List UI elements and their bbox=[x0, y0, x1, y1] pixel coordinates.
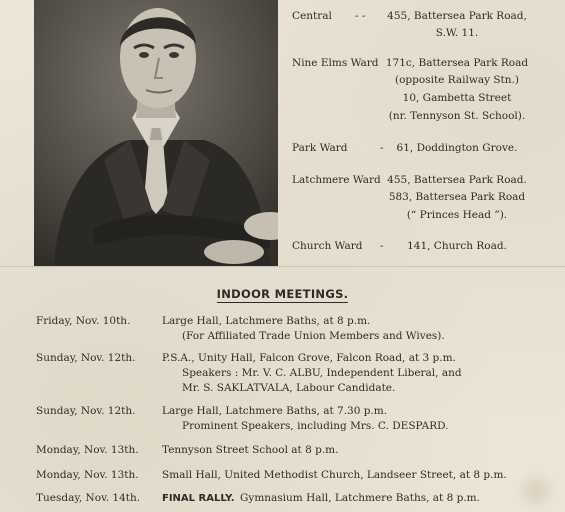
meeting-venue: Large Hall, Latchmere Baths, at 7.30 p.m. bbox=[162, 405, 388, 417]
meeting-venue: Large Hall, Latchmere Baths, at 8 p.m. bbox=[162, 315, 371, 327]
ward-address: 455, Battersea Park Road. bbox=[387, 174, 527, 186]
ward-address: S.W. 11. bbox=[435, 27, 479, 39]
ward-name: Church Ward bbox=[292, 240, 363, 252]
ward-address: 583, Battersea Park Road bbox=[388, 191, 526, 203]
meeting-speakers: Speakers : Mr. V. C. ALBU, Independent Liberal, and bbox=[182, 367, 462, 379]
ward-address: (“ Princes Head ”). bbox=[406, 209, 508, 221]
ward-address: 171c, Battersea Park Road bbox=[385, 57, 529, 69]
ward-address: 61, Doddington Grove. bbox=[396, 142, 518, 154]
ward-dash: - - bbox=[355, 10, 366, 22]
indoor-meetings-heading: INDOOR MEETINGS. bbox=[216, 287, 349, 301]
final-rally-label: FINAL RALLY. bbox=[162, 493, 235, 504]
meeting-venue: Tennyson Street School at 8 p.m. bbox=[162, 444, 339, 456]
ward-address: 455, Battersea Park Road, bbox=[387, 10, 527, 22]
meeting-date: Monday, Nov. 13th. bbox=[36, 469, 139, 481]
ward-name: Latchmere Ward bbox=[292, 174, 381, 186]
ward-name: Nine Elms Ward bbox=[292, 57, 379, 69]
ward-dash: - bbox=[380, 142, 384, 154]
ward-address: 10, Gambetta Street bbox=[402, 92, 512, 104]
ward-dash: - bbox=[380, 240, 384, 252]
paper-stain bbox=[516, 470, 556, 512]
meeting-venue: Gymnasium Hall, Latchmere Baths, at 8 p.m. bbox=[240, 492, 480, 504]
meeting-date: Tuesday, Nov. 14th. bbox=[36, 492, 141, 504]
ward-name: Park Ward bbox=[292, 142, 348, 154]
fold-crease bbox=[0, 266, 565, 268]
meeting-venue: Small Hall, United Methodist Church, Landseer Street, at 8 p.m. bbox=[162, 469, 507, 481]
meeting-note: (For Affiliated Trade Union Members and Wives). bbox=[182, 330, 445, 342]
portrait-illustration bbox=[34, 0, 278, 266]
ward-address: 141, Church Road. bbox=[407, 240, 507, 252]
ward-address: (nr. Tennyson St. School). bbox=[388, 110, 526, 122]
ward-name: Central bbox=[292, 10, 332, 22]
meeting-date: Monday, Nov. 13th. bbox=[36, 444, 139, 456]
ward-address: (opposite Railway Stn.) bbox=[395, 74, 519, 86]
meeting-venue: P.S.A., Unity Hall, Falcon Grove, Falcon Road, at 3 p.m. bbox=[162, 352, 456, 364]
meeting-date: Sunday, Nov. 12th. bbox=[36, 405, 136, 417]
portrait-photo bbox=[34, 0, 278, 266]
meeting-date: Sunday, Nov. 12th. bbox=[36, 352, 136, 364]
meeting-speakers: Mr. S. SAKLATVALA, Labour Candidate. bbox=[182, 382, 396, 394]
meeting-speakers: Prominent Speakers, including Mrs. C. DESPARD. bbox=[182, 420, 449, 432]
meeting-date: Friday, Nov. 10th. bbox=[36, 315, 131, 327]
